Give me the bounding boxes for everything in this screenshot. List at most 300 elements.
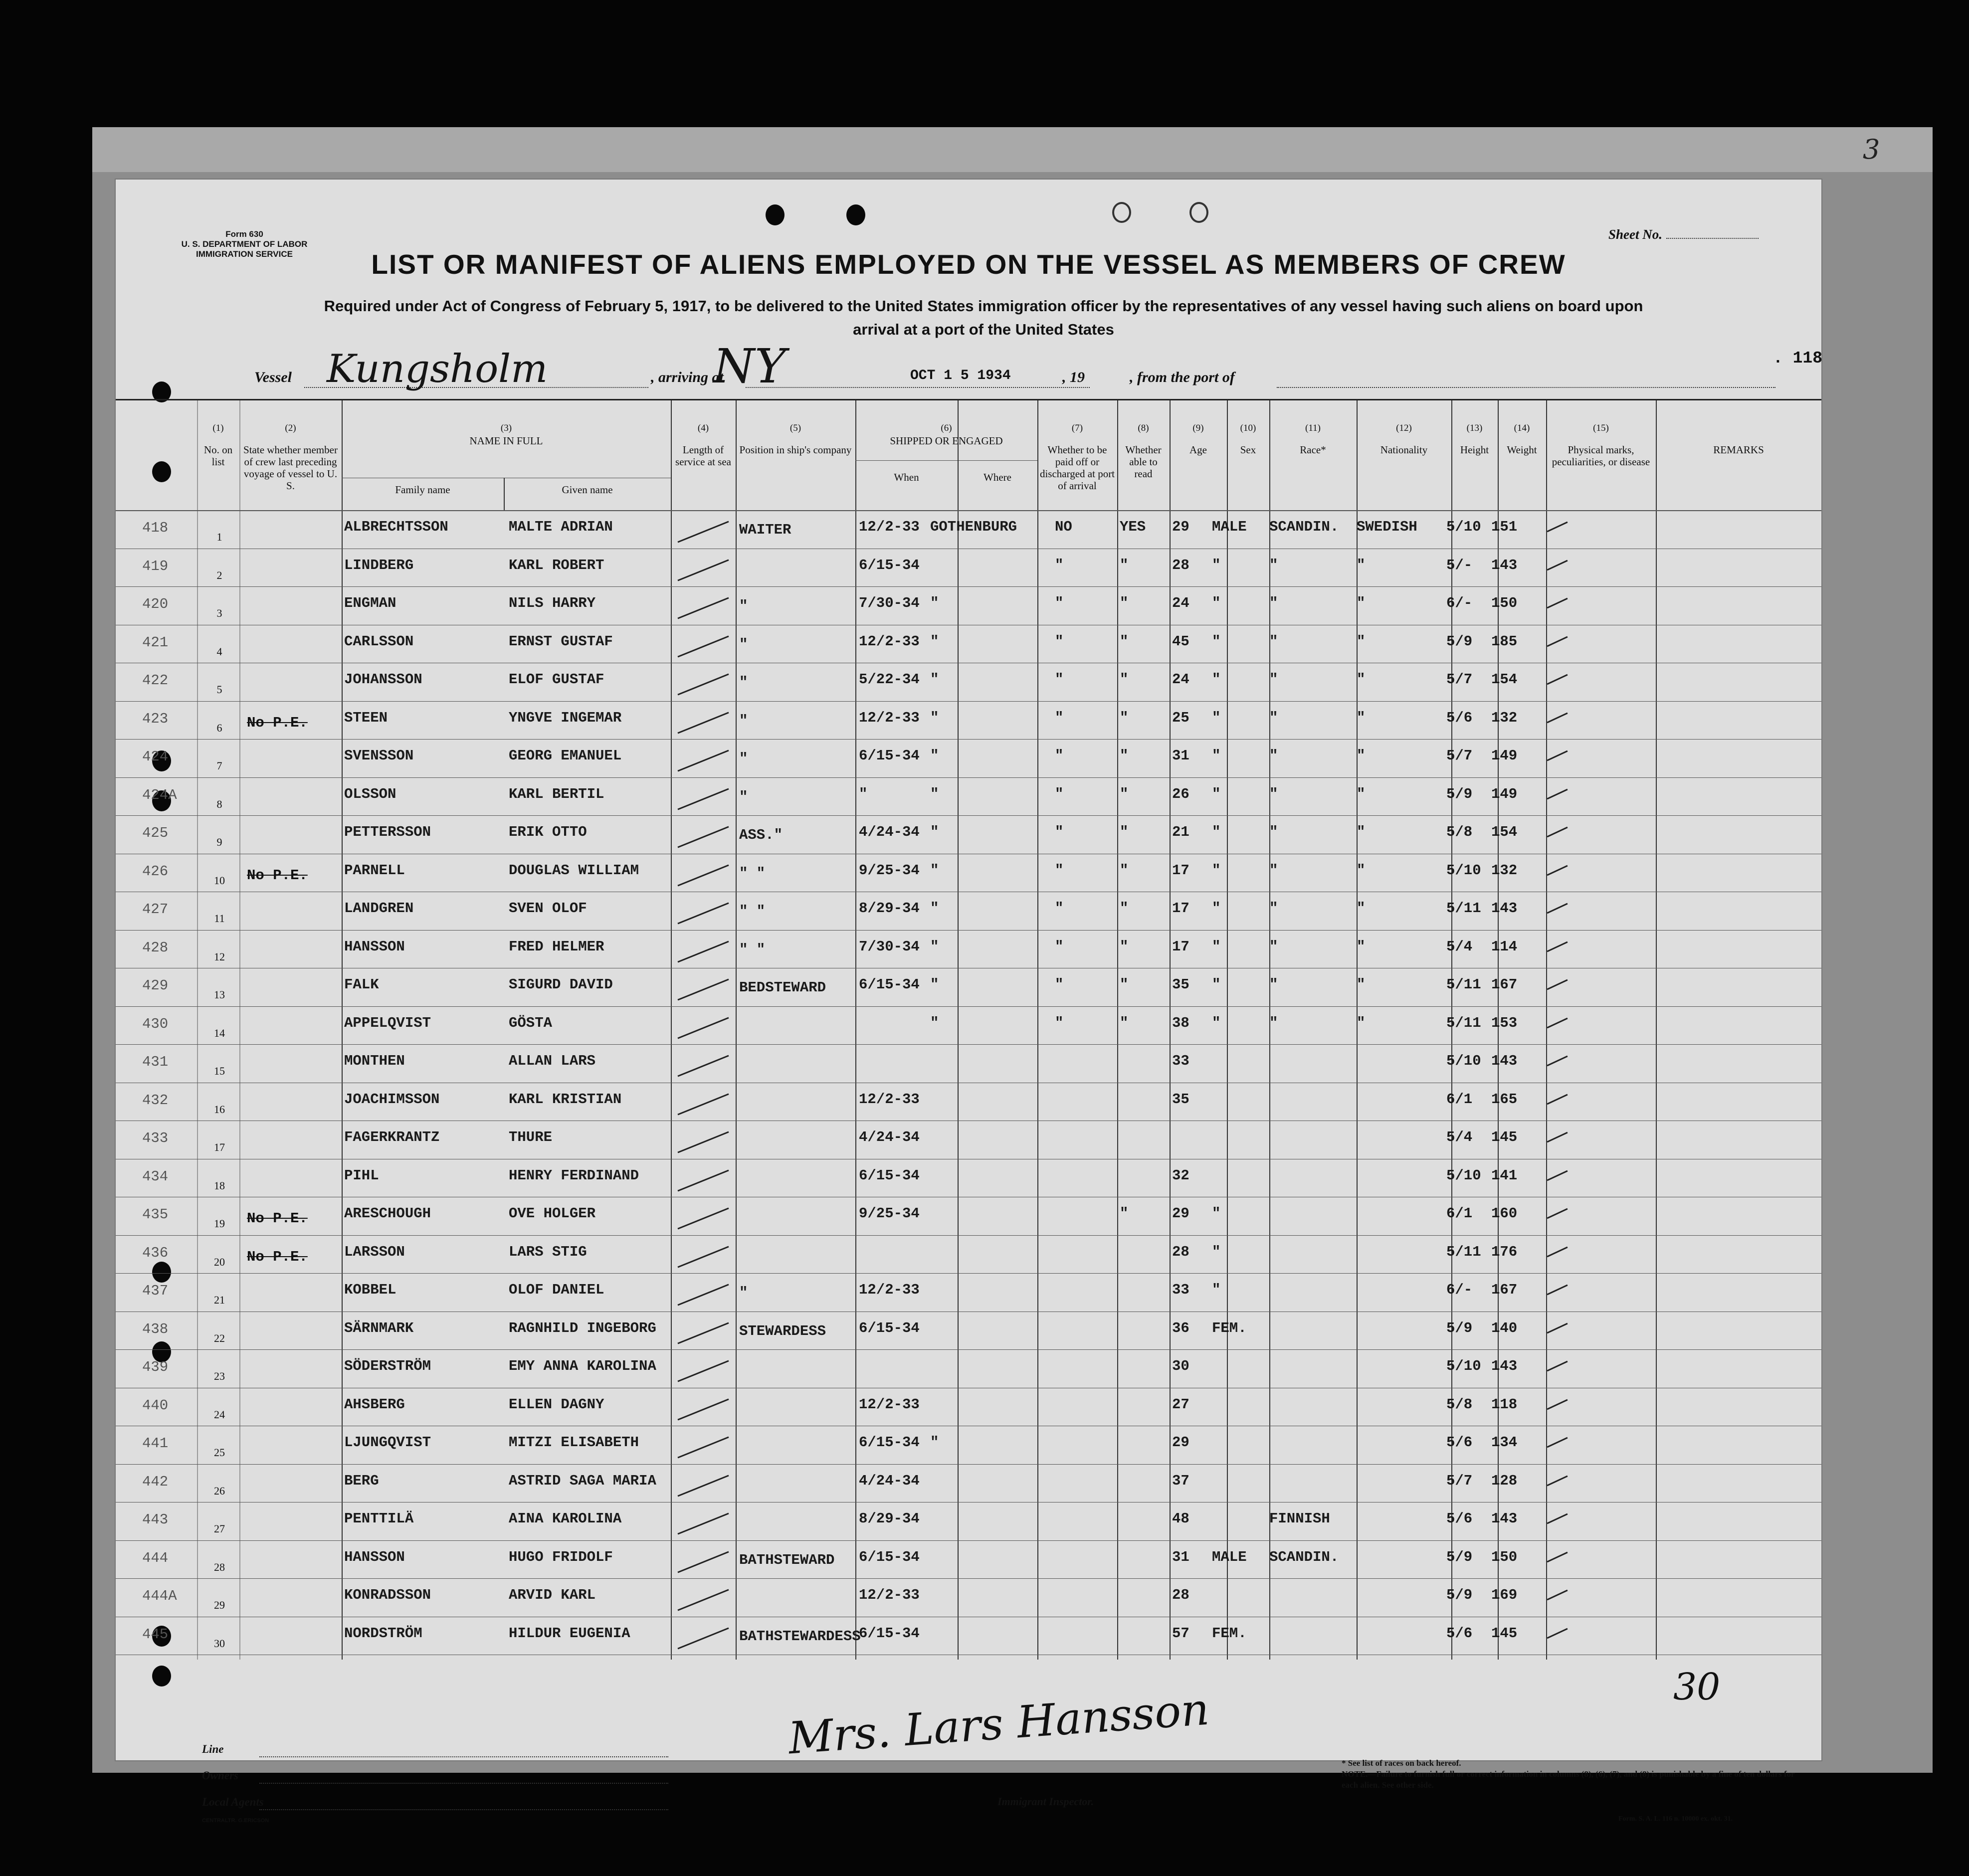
shipped-where: " — [930, 785, 939, 802]
given-name: HENRY FERDINAND — [509, 1167, 639, 1184]
vessel-name: Kungsholm — [327, 347, 548, 391]
column-number: (14) — [1514, 423, 1530, 433]
age: 45 — [1172, 633, 1189, 650]
row-number: 2 — [216, 568, 222, 581]
margin-serial-number: 429 — [142, 977, 169, 994]
age: 37 — [1172, 1472, 1189, 1489]
given-name: KARL ROBERT — [509, 557, 604, 573]
shipped-when: 12/2-33 — [859, 633, 920, 650]
weight: 140 — [1491, 1319, 1518, 1336]
margin-serial-number: 442 — [142, 1473, 169, 1490]
row-divider — [116, 1006, 1821, 1007]
shipped-when: 6/15-34 — [859, 748, 920, 764]
age: 31 — [1172, 748, 1189, 764]
weight: 185 — [1491, 633, 1518, 650]
age: 29 — [1172, 519, 1189, 535]
sex: " — [1212, 1014, 1221, 1031]
height: 5/- — [1446, 557, 1473, 573]
position-in-company: " " — [739, 865, 766, 882]
weight: 165 — [1491, 1091, 1518, 1108]
height: 5/11 — [1446, 1014, 1481, 1031]
sex: MALE — [1212, 519, 1247, 535]
year-label: , 19 — [1062, 369, 1085, 385]
height: 5/6 — [1446, 1510, 1473, 1527]
given-name: HILDUR EUGENIA — [509, 1625, 630, 1642]
able-to-read: " — [1120, 1205, 1129, 1222]
paid-off: " — [1055, 1014, 1064, 1031]
margin-serial-number: 432 — [142, 1092, 169, 1109]
given-name: YNGVE INGEMAR — [509, 709, 622, 726]
margin-serial-number: 426 — [142, 863, 169, 880]
height: 5/9 — [1446, 1319, 1473, 1336]
nationality: " — [1357, 709, 1366, 726]
able-to-read: " — [1120, 1014, 1129, 1031]
family-name: CARLSSON — [344, 633, 414, 650]
position-in-company: " — [739, 674, 748, 691]
family-name: JOHANSSON — [344, 671, 422, 688]
subcolumn-header: Where — [984, 471, 1011, 483]
weight: 167 — [1491, 976, 1518, 993]
family-name: LARSSON — [344, 1243, 405, 1260]
margin-serial-number: 435 — [142, 1206, 169, 1223]
page-number: . 118 — [1773, 349, 1823, 368]
column-number: (3) — [500, 423, 512, 433]
able-to-read: " — [1120, 900, 1129, 917]
column-header: No. on list — [203, 444, 233, 468]
inspector-signature: Mrs. Lars Hansson — [787, 1683, 1211, 1764]
header-divider — [116, 510, 1821, 511]
row-divider — [116, 777, 1821, 778]
paid-off: " — [1055, 938, 1064, 955]
shipped-when: 12/2-33 — [859, 1091, 920, 1108]
family-name: SÄRNMARK — [344, 1319, 414, 1336]
age: 33 — [1172, 1282, 1189, 1298]
column-number: (5) — [789, 423, 801, 433]
column-header: Position in ship's company — [739, 444, 852, 456]
shipped-when: 12/2-33 — [859, 519, 920, 535]
column-divider — [1117, 400, 1118, 1660]
crew-table — [116, 399, 1821, 1685]
row-number: 3 — [216, 607, 222, 619]
column-header: SHIPPED OR ENGAGED — [890, 435, 1003, 447]
owners-label: Owners — [202, 1769, 238, 1782]
arriving-port: NY — [713, 339, 786, 394]
race: " — [1269, 671, 1278, 688]
sex: " — [1212, 633, 1221, 650]
department-name: U. S. DEPARTMENT OF LABOR — [181, 239, 308, 249]
family-name: SVENSSON — [344, 748, 414, 764]
owners-field — [259, 1783, 668, 1784]
shipped-when: 4/24-34 — [859, 1472, 920, 1489]
position-in-company: BATHSTEWARD — [739, 1551, 835, 1568]
weight: 114 — [1491, 938, 1518, 955]
column-divider — [1037, 400, 1038, 1660]
paid-off: " — [1055, 748, 1064, 764]
sheet-number — [1608, 227, 1759, 242]
race: " — [1269, 862, 1278, 879]
age: 17 — [1172, 900, 1189, 917]
subcolumn-header: Given name — [562, 484, 613, 496]
margin-serial-number: 428 — [142, 939, 169, 956]
subtitle-line-1: Required under Act of Congress of February 5, 1917, to be delivered to the United States immigration officer by the representatives of any vessel having such aliens on board upon — [324, 297, 1643, 315]
given-name: ELLEN DAGNY — [509, 1396, 604, 1413]
margin-serial-number: 418 — [142, 520, 169, 536]
shipped-when: 8/29-34 — [859, 900, 920, 917]
row-number: 26 — [214, 1484, 225, 1497]
paid-off: " — [1055, 595, 1064, 611]
column-header: REMARKS — [1713, 444, 1764, 456]
position-in-company: BATHSTEWARDESS — [739, 1628, 861, 1645]
shipped-when: " — [859, 785, 868, 802]
height: 5/11 — [1446, 1243, 1481, 1260]
paid-off: " — [1055, 709, 1064, 726]
margin-serial-number: 444A — [142, 1588, 177, 1604]
weight: 118 — [1491, 1396, 1518, 1413]
family-name: LJUNGQVIST — [344, 1434, 431, 1451]
margin-serial-number: 430 — [142, 1015, 169, 1032]
shipped-when: 12/2-33 — [859, 709, 920, 726]
races-note: * See list of races on back hereof. — [1342, 1758, 1461, 1768]
backing-sheet-edge — [92, 127, 1933, 172]
able-to-read: " — [1120, 976, 1129, 993]
arrival-date-stamp: OCT 1 5 1934 — [910, 368, 1011, 383]
column-number: (1) — [212, 423, 224, 433]
family-name: SÖDERSTRÖM — [344, 1358, 431, 1374]
given-name: ERNST GUSTAF — [509, 633, 613, 650]
column-header: Height — [1460, 444, 1489, 456]
weight: 143 — [1491, 1510, 1518, 1527]
family-name: PIHL — [344, 1167, 379, 1184]
given-name: HUGO FRIDOLF — [509, 1548, 613, 1565]
margin-serial-number: 431 — [142, 1054, 169, 1070]
height: 6/1 — [1446, 1205, 1473, 1222]
nationality: " — [1357, 938, 1366, 955]
shipped-where: " — [930, 824, 939, 840]
punch-hole — [766, 204, 785, 225]
height: 5/9 — [1446, 633, 1473, 650]
age: 31 — [1172, 1548, 1189, 1565]
height: 5/9 — [1446, 785, 1473, 802]
shipped-where: GOTHENBURG — [930, 519, 1017, 535]
age: 28 — [1172, 1243, 1189, 1260]
row-number: 12 — [214, 950, 225, 963]
sex: " — [1212, 748, 1221, 764]
shipped-when: 4/24-34 — [859, 824, 920, 840]
shipped-when: 9/25-34 — [859, 862, 920, 879]
family-name: HANSSON — [344, 938, 405, 955]
shipped-where: " — [930, 938, 939, 955]
line-label: Line — [202, 1743, 224, 1755]
height: 5/7 — [1446, 1472, 1473, 1489]
sex: " — [1212, 595, 1221, 611]
age: 26 — [1172, 785, 1189, 802]
row-divider — [116, 586, 1821, 587]
family-name: STEEN — [344, 709, 388, 726]
position-in-company: WAITER — [739, 522, 791, 538]
row-divider — [116, 1349, 1821, 1350]
subcolumn-divider — [958, 460, 959, 510]
row-number: 6 — [216, 721, 222, 734]
column-number: (13) — [1466, 423, 1483, 433]
paid-off: " — [1055, 671, 1064, 688]
height: 5/6 — [1446, 709, 1473, 726]
margin-serial-number: 437 — [142, 1283, 169, 1299]
row-divider — [116, 930, 1821, 931]
column-divider — [1227, 400, 1228, 1660]
row-number: 4 — [216, 645, 222, 658]
row-number: 7 — [216, 759, 222, 772]
column-number: (2) — [285, 423, 296, 433]
age: 25 — [1172, 709, 1189, 726]
family-name: KOBBEL — [344, 1282, 396, 1298]
race: " — [1269, 938, 1278, 955]
family-name: LINDBERG — [344, 557, 414, 573]
family-name: BERG — [344, 1472, 379, 1489]
column-divider — [736, 400, 737, 1660]
weight: 150 — [1491, 595, 1518, 611]
column-header: Length of service at sea — [675, 444, 731, 468]
margin-serial-number: 420 — [142, 596, 169, 612]
shipped-where: " — [930, 633, 939, 650]
able-to-read: " — [1120, 824, 1129, 840]
family-name: AHSBERG — [344, 1396, 405, 1413]
nationality: SWEDISH — [1357, 519, 1417, 535]
sex: " — [1212, 557, 1221, 573]
corner-mark: 3 — [1863, 134, 1880, 165]
able-to-read: " — [1120, 709, 1129, 726]
height: 5/9 — [1446, 1548, 1473, 1565]
able-to-read: YES — [1120, 519, 1146, 535]
row-number: 24 — [214, 1408, 225, 1421]
shipped-when: 7/30-34 — [859, 938, 920, 955]
race: SCANDIN. — [1269, 1548, 1339, 1565]
margin-serial-number: 438 — [142, 1320, 169, 1337]
margin-serial-number: 443 — [142, 1511, 169, 1528]
shipped-where: " — [930, 709, 939, 726]
race: " — [1269, 557, 1278, 573]
row-divider — [116, 1273, 1821, 1274]
subcolumn-header: When — [894, 471, 919, 483]
local-agents-label: Local Agents — [202, 1796, 264, 1808]
race: " — [1269, 976, 1278, 993]
shipped-where: " — [930, 671, 939, 688]
race: " — [1269, 900, 1278, 917]
nationality: " — [1357, 785, 1366, 802]
margin-serial-number: 419 — [142, 558, 169, 574]
weight: 149 — [1491, 785, 1518, 802]
row-number: 17 — [214, 1141, 225, 1153]
weight: 154 — [1491, 824, 1518, 840]
position-in-company: " " — [739, 941, 766, 958]
column-header: NAME IN FULL — [469, 435, 543, 447]
able-to-read: " — [1120, 748, 1129, 764]
shipped-where: " — [930, 900, 939, 917]
given-name: GEORG EMANUEL — [509, 748, 622, 764]
nationality: " — [1357, 595, 1366, 611]
weight: 151 — [1491, 519, 1518, 535]
given-name: MITZI ELISABETH — [509, 1434, 639, 1451]
height: 5/7 — [1446, 748, 1473, 764]
given-name: MALTE ADRIAN — [509, 519, 613, 535]
column-number: (11) — [1305, 423, 1321, 433]
nationality: " — [1357, 633, 1366, 650]
given-name: ELOF GUSTAF — [509, 671, 604, 688]
row-number: 27 — [214, 1522, 225, 1535]
given-name: AINA KAROLINA — [509, 1510, 622, 1527]
penalty-note: NOTE.—Failure to furnish full or correct information in columns (8), (6), (7), and (8) is punishable by a fine of ten dollars for each alien. See other side. — [1342, 1769, 1795, 1790]
age: 36 — [1172, 1319, 1189, 1336]
weight: 141 — [1491, 1167, 1518, 1184]
shipped-when: 8/29-34 — [859, 1510, 920, 1527]
given-name: DOUGLAS WILLIAM — [509, 862, 639, 879]
arriving-label: , arriving at — [651, 369, 724, 385]
sheet-label: Sheet No. — [1608, 227, 1662, 242]
total-count: 30 — [1673, 1666, 1721, 1708]
position-in-company: " — [739, 712, 748, 729]
nationality: " — [1357, 671, 1366, 688]
column-number: (15) — [1593, 423, 1609, 433]
given-name: EMY ANNA KAROLINA — [509, 1358, 656, 1374]
shipped-where: " — [930, 976, 939, 993]
row-divider — [116, 739, 1821, 740]
column-number: (9) — [1192, 423, 1204, 433]
weight: 145 — [1491, 1625, 1518, 1642]
sex: " — [1212, 862, 1221, 879]
age: 28 — [1172, 1587, 1189, 1603]
age: 29 — [1172, 1434, 1189, 1451]
sex: " — [1212, 785, 1221, 802]
row-number: 29 — [214, 1599, 225, 1611]
column-divider — [1170, 400, 1171, 1660]
able-to-read: " — [1120, 633, 1129, 650]
weight: 143 — [1491, 900, 1518, 917]
height: 6/- — [1446, 595, 1473, 611]
age: 24 — [1172, 595, 1189, 611]
inspector-label: Immigrant Inspector. — [997, 1795, 1094, 1808]
margin-serial-number: 436 — [142, 1244, 169, 1261]
weight: 143 — [1491, 1053, 1518, 1069]
position-in-company: " — [739, 750, 748, 767]
shipped-where: " — [930, 862, 939, 879]
given-name: ASTRID SAGA MARIA — [509, 1472, 656, 1489]
subtitle-line-2: arrival at a port of the United States — [853, 321, 1114, 338]
position-in-company: BEDSTEWARD — [739, 979, 826, 996]
race: " — [1269, 595, 1278, 611]
position-in-company: ASS." — [739, 827, 783, 843]
age: 28 — [1172, 557, 1189, 573]
paid-off: " — [1055, 824, 1064, 840]
weight: 128 — [1491, 1472, 1518, 1489]
margin-serial-number: 427 — [142, 901, 169, 918]
nationality: " — [1357, 824, 1366, 840]
nationality: " — [1357, 1014, 1366, 1031]
paid-off: " — [1055, 557, 1064, 573]
margin-serial-number: 439 — [142, 1359, 169, 1375]
shipped-when: 9/25-34 — [859, 1205, 920, 1222]
family-name: MONTHEN — [344, 1053, 405, 1069]
column-number: (8) — [1138, 423, 1149, 433]
paid-off: " — [1055, 785, 1064, 802]
row-number: 22 — [214, 1331, 225, 1344]
weight: 176 — [1491, 1243, 1518, 1260]
family-name: NORDSTRÖM — [344, 1625, 422, 1642]
weight: 132 — [1491, 709, 1518, 726]
shipped-when: 6/15-34 — [859, 1548, 920, 1565]
row-number: 14 — [214, 1026, 225, 1039]
sex: " — [1212, 824, 1221, 840]
nationality: " — [1357, 976, 1366, 993]
column-divider — [342, 400, 343, 1660]
given-name: GÖSTA — [509, 1014, 553, 1031]
shipped-when: 12/2-33 — [859, 1587, 920, 1603]
subcolumn-header: Family name — [395, 484, 450, 496]
row-number: 11 — [214, 912, 225, 925]
given-name: OLOF DANIEL — [509, 1282, 604, 1298]
margin-serial-number: 444 — [142, 1549, 169, 1566]
race: " — [1269, 785, 1278, 802]
column-header: Whether to be paid off or discharged at port of arrival — [1039, 444, 1115, 492]
weight: 169 — [1491, 1587, 1518, 1603]
margin-serial-number: 440 — [142, 1397, 169, 1414]
row-divider — [116, 815, 1821, 816]
able-to-read: " — [1120, 938, 1129, 955]
row-divider — [116, 1464, 1821, 1465]
position-in-company: " " — [739, 903, 766, 920]
age: 30 — [1172, 1358, 1189, 1374]
column-header: Sex — [1240, 444, 1256, 456]
row-number: 13 — [214, 988, 225, 1001]
age: 21 — [1172, 824, 1189, 840]
previous-voyage-note: No P.E. — [247, 1248, 308, 1265]
shipped-when: 6/15-34 — [859, 976, 920, 993]
age: 38 — [1172, 1014, 1189, 1031]
subheader-divider — [855, 460, 1037, 461]
column-header: Nationality — [1380, 444, 1428, 456]
margin-serial-number: 422 — [142, 672, 169, 689]
given-name: RAGNHILD INGEBORG — [509, 1319, 656, 1336]
race: " — [1269, 1014, 1278, 1031]
height: 5/6 — [1446, 1625, 1473, 1642]
given-name: LARS STIG — [509, 1243, 587, 1260]
footnotes — [1342, 1758, 1805, 1791]
position-in-company: " — [739, 598, 748, 614]
column-header: Physical marks, peculiarities, or disease — [1552, 444, 1650, 468]
height: 5/10 — [1446, 862, 1481, 879]
height: 5/4 — [1446, 1129, 1473, 1145]
row-divider — [116, 1578, 1821, 1579]
age: 57 — [1172, 1625, 1189, 1642]
age: 48 — [1172, 1510, 1189, 1527]
weight: 149 — [1491, 748, 1518, 764]
row-number: 19 — [214, 1217, 225, 1230]
height: 5/4 — [1446, 938, 1473, 955]
weight: 143 — [1491, 557, 1518, 573]
able-to-read: " — [1120, 557, 1129, 573]
height: 5/10 — [1446, 1358, 1481, 1374]
family-name: PETTERSSON — [344, 824, 431, 840]
previous-voyage-note: No P.E. — [247, 1210, 308, 1227]
row-number: 1 — [216, 531, 222, 543]
previous-voyage-note: No P.E. — [247, 867, 308, 884]
line-field — [259, 1756, 668, 1757]
age: 27 — [1172, 1396, 1189, 1413]
sex: " — [1212, 671, 1221, 688]
vessel-line — [254, 339, 1825, 399]
previous-voyage-note: No P.E. — [247, 714, 308, 731]
sex: " — [1212, 900, 1221, 917]
row-number: 15 — [214, 1065, 225, 1077]
punch-hole — [1112, 202, 1131, 223]
